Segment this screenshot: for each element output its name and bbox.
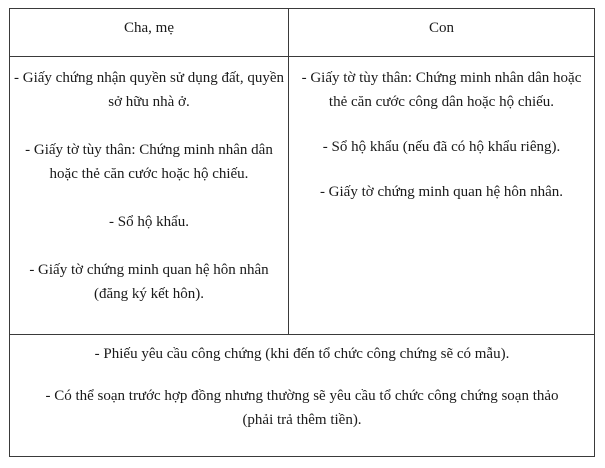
footer-row bbox=[10, 335, 595, 457]
documents-table bbox=[9, 8, 595, 457]
child-item: - Giấy tờ tùy thân: Chứng minh nhân dân hoặc thẻ căn cước công dân hoặc hộ chiếu. bbox=[301, 70, 582, 110]
parents-cell bbox=[10, 57, 289, 335]
child-cell bbox=[289, 57, 595, 335]
header-parents: Cha, mẹ bbox=[10, 9, 289, 57]
parents-item: - Giấy tờ tùy thân: Chứng minh nhân dân hoặc thẻ căn cước hoặc hộ chiếu. bbox=[25, 142, 273, 182]
child-item: - Giấy tờ chứng minh quan hệ hôn nhân. bbox=[319, 184, 564, 200]
common-cell bbox=[10, 335, 595, 457]
parents-item: - Sổ hộ khẩu. bbox=[109, 214, 189, 230]
header-child: Con bbox=[289, 9, 595, 57]
parents-item: - Giấy tờ chứng minh quan hệ hôn nhân (đăng ký kết hôn). bbox=[29, 262, 269, 302]
child-item: - Sổ hộ khẩu (nếu đã có hộ khẩu riêng). bbox=[322, 139, 561, 155]
common-item: - Phiếu yêu cầu công chứng (khi đến tổ chức công chứng sẽ có mẫu). bbox=[94, 346, 510, 362]
body-row bbox=[10, 57, 595, 335]
parents-item: - Giấy chứng nhận quyền sử dụng đất, quyền sở hữu nhà ở. bbox=[14, 70, 284, 110]
header-row bbox=[10, 9, 595, 57]
common-item: - Có thể soạn trước hợp đồng nhưng thường sẽ yêu cầu tổ chức công chứng soạn thảo (phải trả thêm tiền). bbox=[45, 388, 559, 428]
